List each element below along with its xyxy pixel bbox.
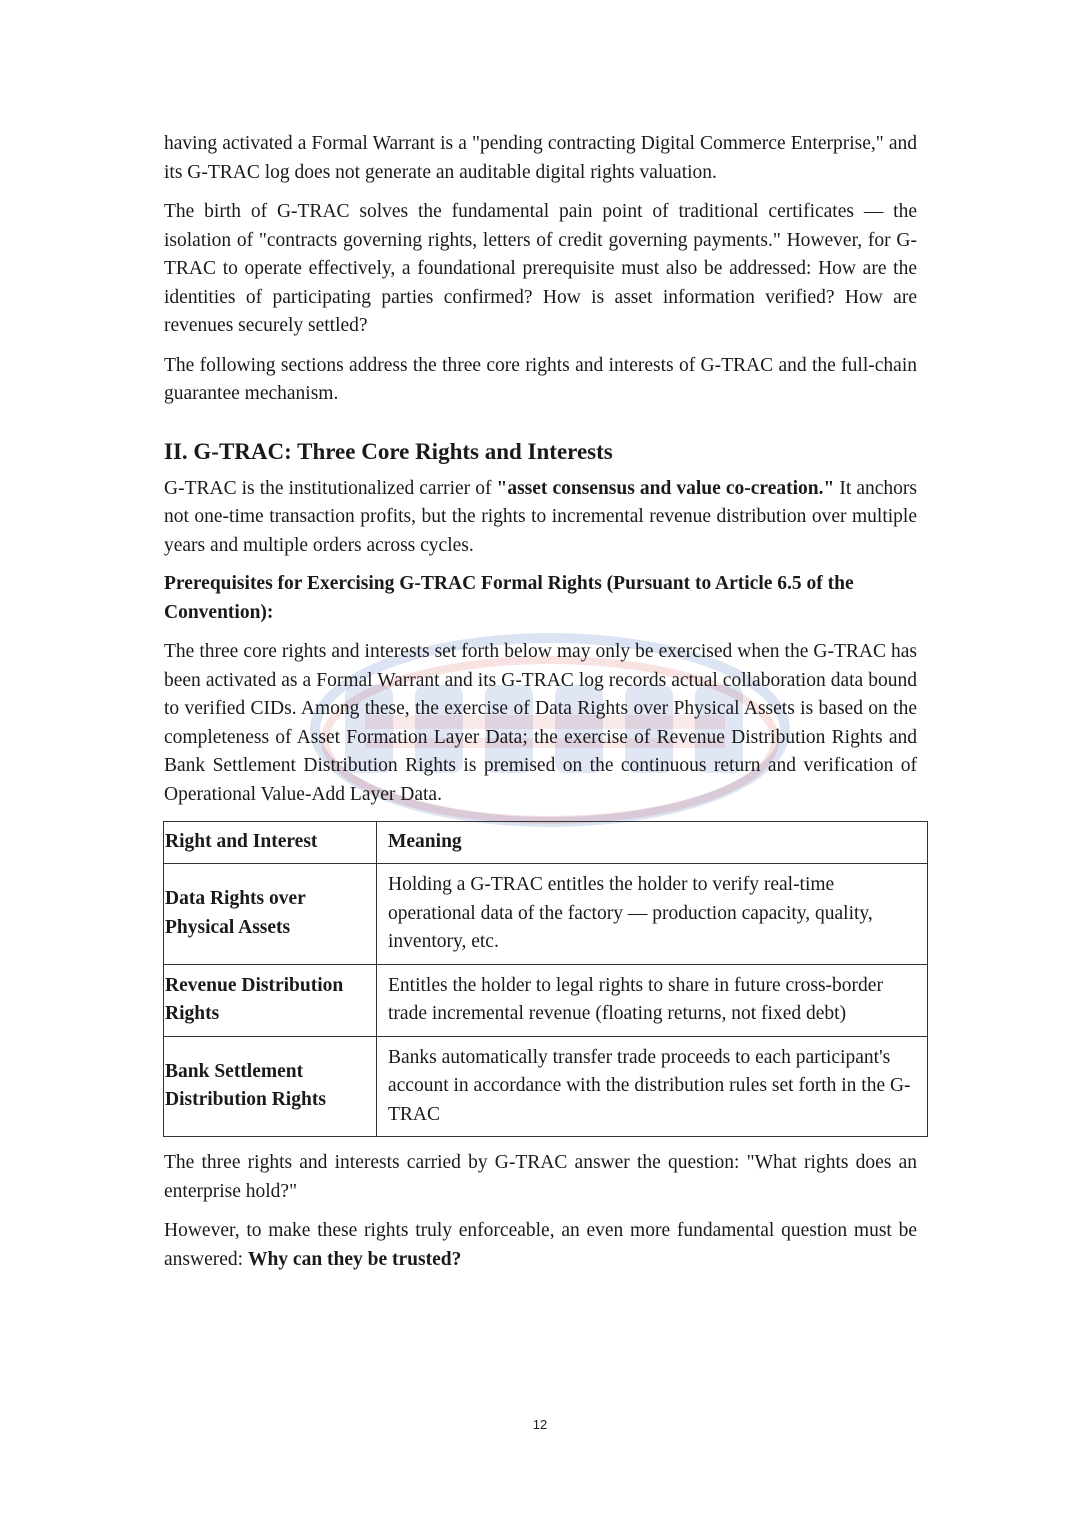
lead-text-end: It anchors not one-time transaction profits, but the rights to incremental revenue distribution over multiple years and multiple orders across cycles. — [164, 477, 918, 556]
table-cell-meaning: Banks automatically transfer trade proceeds to each participant's account in accordance with the distribution rules set forth in the G-TRAC — [377, 1036, 928, 1137]
section-heading: II. G-TRAC: Three Core Rights and Interests — [164, 438, 613, 464]
prerequisites-heading: Prerequisites for Exercising G-TRAC Formal Rights (Pursuant to Article 6.5 of the Convention): — [164, 573, 854, 623]
closing-question: Why can they be trusted? — [247, 1248, 462, 1270]
table-cell-right: Bank Settlement Distribution Rights — [164, 1036, 377, 1137]
intro-paragraph-2: The birth of G-TRAC solves the fundamental pain point of traditional certificates — the isolation of "contracts governing rights, letters of credit governing payments." However, for G-TRAC to operate effectively, a foundational prerequisite must also be addressed: How are the identities of participating parties confirmed? How is asset information verified? How are revenues securely settled? — [164, 201, 917, 336]
lead-text-start: G-TRAC is the institutionalized carrier of — [164, 477, 497, 499]
page-number: 12 — [532, 1417, 548, 1432]
table-cell-right: Data Rights over Physical Assets — [164, 864, 377, 965]
prerequisites-paragraph: The three core rights and interests set forth below may only be exercised when the G-TRAC has been activated as a Formal Warrant and its G-TRAC log records actual collaboration data bound to verified CIDs. Among these, the exercise of Data Rights over Physical Assets is based on the completeness of Asset Formation Layer Data; the exercise of Revenue Distribution Rights and Bank Settlement Distribution Rights is premised on the continuous return and verification of Operational Value-Add Layer Data. — [164, 641, 917, 805]
table-row — [164, 964, 928, 1036]
lead-emphasis: "asset consensus and value co-creation." — [496, 477, 835, 499]
rights-table — [163, 821, 928, 1137]
table-header-right: Right and Interest — [164, 822, 377, 864]
table-cell-meaning: Holding a G-TRAC entitles the holder to verify real-time operational data of the factory — production capacity, quality, inventory, etc. — [377, 864, 928, 965]
closing-text: However, to make these rights truly enforceable, an even more fundamental question must be answered: — [164, 1220, 917, 1270]
page-content — [164, 130, 917, 1274]
section-lead-paragraph — [164, 475, 917, 561]
closing-paragraph-1: The three rights and interests carried by G-TRAC answer the question: "What rights does an enterprise hold?" — [164, 1152, 917, 1202]
closing-paragraph-2 — [164, 1217, 917, 1274]
table-header-meaning: Meaning — [377, 822, 928, 864]
intro-paragraph-1: having activated a Formal Warrant is a "pending contracting Digital Commerce Enterprise," and its G-TRAC log does not generate an auditable digital rights valuation. — [164, 133, 917, 183]
intro-paragraph-3: The following sections address the three core rights and interests of G-TRAC and the full-chain guarantee mechanism. — [164, 354, 917, 404]
table-row — [164, 1036, 928, 1137]
table-cell-meaning: Entitles the holder to legal rights to share in future cross-border trade incremental revenue (floating returns, not fixed debt) — [377, 964, 928, 1036]
table-cell-right: Revenue Distribution Rights — [164, 964, 377, 1036]
table-row — [164, 864, 928, 965]
table-header-row — [164, 822, 928, 864]
